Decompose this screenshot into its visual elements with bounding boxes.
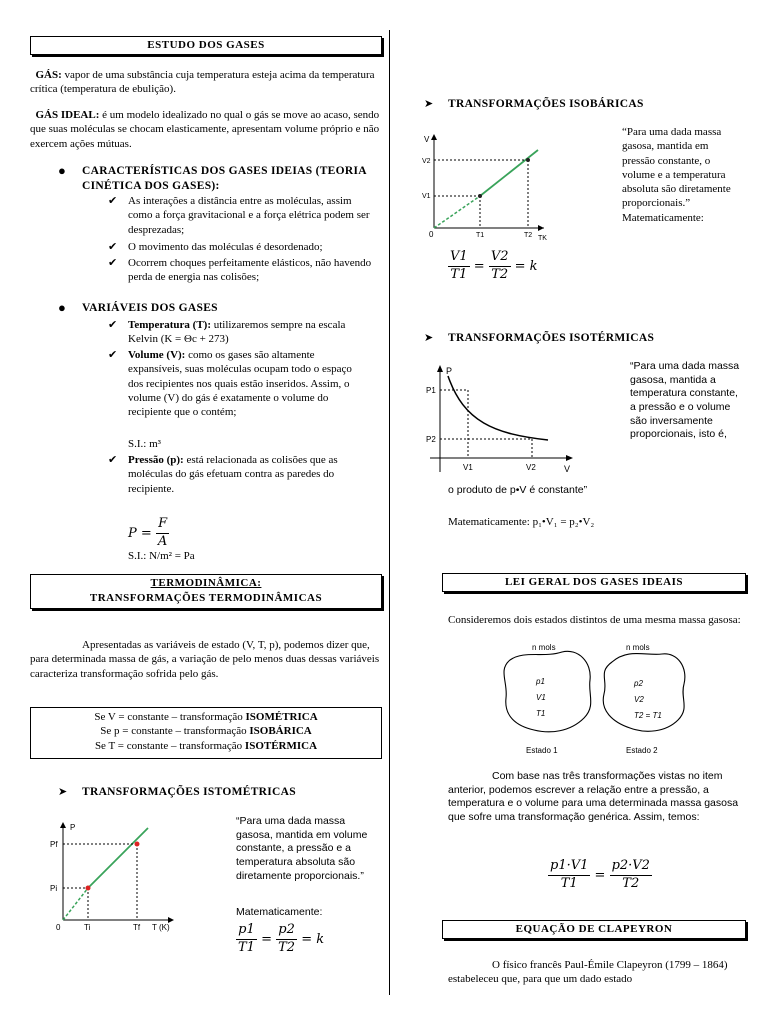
press-eq-lhs: P = <box>128 525 152 541</box>
thermo-text: Apresentadas as variáveis de estado (V, T, p), podemos dizer que, para determinada massa de gás, a variação de pelo menos duas dessas variáveis caracteriza transformação sofrida pelo gás. <box>30 639 380 680</box>
isoterm-graph-yaxis: P <box>446 366 453 376</box>
ideal-label: GÁS IDEAL: <box>35 109 100 121</box>
iso-graph-ti: Ti <box>84 923 91 932</box>
isoterm-title: TRANSFORMAÇÕES ISOTÉRMICAS <box>448 332 655 344</box>
lei-intro: Consideremos dois estados distintos de uma mesma massa gasosa: <box>448 614 741 626</box>
rule-isometrica: Se V = constante – transformação ISOMÉTRICA <box>94 711 318 723</box>
vol-label: Volume (V): <box>128 349 186 361</box>
isoterm-quote: “Para uma dada massa gasosa, mantida a temperatura constante, a pressão e o volume são inversamente proporcionais, isto é, <box>630 360 740 441</box>
caract-item-1: As interações a distância entre as moléculas, assim como a força gravitacional e a força elétrica podem ser desprezadas; <box>128 195 370 236</box>
lei-text: Com base nas três transformações vistas no item anterior, podemos escrever a relação entre a pressão, a temperatura e o volume para uma determinada massa gasosa que sofre uma transformação genérica. Assim, temos: <box>448 770 739 823</box>
isoterm-graph-p1: P1 <box>426 386 436 395</box>
iso-mat: Matematicamente: <box>236 906 323 918</box>
isobar-title: TRANSFORMAÇÕES ISOBÁRICAS <box>448 98 644 110</box>
title-clapeyron: EQUAÇÃO DE CLAPEYRON <box>442 920 746 939</box>
thermo-title-1: TERMODINÂMICA: <box>150 577 262 589</box>
gas-states-figure <box>496 638 692 760</box>
title-lei-geral: LEI GERAL DOS GASES IDEAIS <box>442 573 746 592</box>
title-termodinamica <box>30 574 382 609</box>
isoterm-graph-v1: V1 <box>463 463 473 472</box>
arrow-icon: ➤ <box>424 332 434 344</box>
isobar-equation: $\frac{V1}{T1}$ = $\frac{V2}{T2}$ = k <box>450 249 538 282</box>
caract-item-3: Ocorrem choques perfeitamente elásticos, não havendo perda de energia nas colisões; <box>128 257 372 284</box>
isobar-graph-t1: T1 <box>476 232 485 239</box>
iso-graph-pf: Pf <box>50 840 58 849</box>
state2-label: Estado 2 <box>626 746 658 755</box>
rules-box <box>30 707 382 759</box>
isobaric-graph <box>420 130 550 242</box>
isobar-graph-t2: T2 <box>524 232 533 239</box>
pressure-equation <box>128 516 169 551</box>
check-icon: ✔ <box>108 454 118 466</box>
press-item <box>128 453 368 496</box>
press-eq-num: F <box>156 516 169 534</box>
arrow-icon: ➤ <box>424 98 434 110</box>
ideal-gas-definition <box>30 108 380 151</box>
title-estudo-gases: ESTUDO DOS GASES <box>30 36 382 55</box>
iso-title: TRANSFORMAÇÕES ISTOMÉTRICAS <box>82 786 296 798</box>
press-label: Pressão (p): <box>128 454 184 466</box>
column-divider <box>389 30 390 995</box>
press-text: está relacionada as colisões que as moléculas do gás efetuam contra as paredes do recipiente. <box>128 454 338 495</box>
state2-top: n mols <box>626 643 650 652</box>
vol-si: S.I.: m³ <box>128 438 161 450</box>
state1-label: Estado 1 <box>526 746 558 755</box>
state1-p: p1 <box>536 677 545 686</box>
iso-quote: “Para uma dada massa gasosa, mantida em volume constante, a pressão e a temperatura absoluta são diretamente proporcionais.” <box>236 815 368 882</box>
check-icon: ✔ <box>108 257 118 269</box>
iso-graph-yaxis: P <box>70 823 76 832</box>
ideal-text: é um modelo idealizado no qual o gás se move ao acaso, sendo que suas moléculas se chocam elasticamente, apresentam volume próprio e não exercem ações mútuas. <box>30 109 380 150</box>
var-title: VARIÁVEIS DOS GASES <box>82 302 218 314</box>
rule-isobarica: Se p = constante – transformação ISOBÁRICA <box>100 725 312 738</box>
bullet-icon: ● <box>58 300 66 315</box>
isoterm-graph-v2: V2 <box>526 463 536 472</box>
state1-t: T1 <box>536 709 546 718</box>
isobar-graph-v1: V1 <box>422 193 431 200</box>
isoterm-quote-2: o produto de p•V é constante” <box>448 484 588 496</box>
iso-graph-origin: 0 <box>56 923 61 932</box>
arrow-icon: ➤ <box>58 786 68 798</box>
isobar-quote: “Para uma dada massa gasosa, mantida em pressão constante, o volume e a temperatura absoluta são diretamente proporcionais.” Matematicamente: <box>622 126 731 224</box>
isobar-graph-xaxis: TK <box>538 235 547 242</box>
rule-isotermica: Se T = constante – transformação ISOTÉRMICA <box>94 739 318 752</box>
bullet-icon: ● <box>58 163 66 178</box>
isobar-graph-yaxis: V <box>424 135 430 144</box>
temp-text: utilizaremos sempre na escala Kelvin (K = Θc + 273) <box>128 319 346 346</box>
thermo-title-2: TRANSFORMAÇÕES TERMODINÂMICAS <box>89 592 323 604</box>
clap-text: O físico francês Paul-Émile Clapeyron (1799 – 1864) estabeleceu que, para que um dado estado <box>448 959 728 986</box>
lei-equation: $\frac{p1\cdot V1}{T1}$ = $\frac{p2\cdot V2}{T2}$ <box>550 858 650 891</box>
vol-text: como os gases são altamente expansíveis, suas moléculas ocupam todo o espaço dos recipientes nos quais estão inseridos. Assim, o volume (V) do gás é exatamente o volume do recipiente que o contém; <box>128 349 352 419</box>
state1-top: n mols <box>532 643 556 652</box>
isothermal-graph <box>424 362 584 480</box>
caract-item-2: O movimento das moléculas é desordenado; <box>128 241 323 253</box>
check-icon: ✔ <box>108 319 118 331</box>
check-icon: ✔ <box>108 195 118 207</box>
state2-v: V2 <box>634 695 644 704</box>
caract-title: CARACTERÍSTICAS DOS GASES IDEIAS (TEORIA CINÉTICA DOS GASES): <box>82 165 367 192</box>
isoterm-mat: Matematicamente: p₁•V₁ = p₂•V₂ <box>448 516 595 528</box>
press-si: S.I.: N/m² = Pa <box>128 550 195 562</box>
isoterm-graph-p2: P2 <box>426 435 436 444</box>
iso-graph-tf: Tf <box>133 923 141 932</box>
isoterm-graph-xaxis: V <box>564 464 571 474</box>
press-eq-den: A <box>157 533 168 549</box>
temp-item <box>128 318 360 347</box>
gas-definition <box>30 68 380 97</box>
state1-v: V1 <box>536 693 546 702</box>
vol-item <box>128 348 368 419</box>
iso-graph-xaxis: T (K) <box>152 923 170 932</box>
iso-equation: $\frac{p1}{T1}$ = $\frac{p2}{T2}$ = k <box>238 922 325 955</box>
temp-label: Temperatura (T): <box>128 319 211 331</box>
gas-label: GÁS: <box>35 69 62 81</box>
state2-p: p2 <box>634 679 643 688</box>
state2-t: T2 = T1 <box>634 711 662 720</box>
gas-text: vapor de uma substância cuja temperatura esteja acima da temperatura crítica (temperatura de ebulição). <box>30 69 375 96</box>
check-icon: ✔ <box>108 349 118 361</box>
isobar-graph-origin: 0 <box>429 230 434 239</box>
isobar-graph-v2: V2 <box>422 158 431 165</box>
iso-graph-pi: Pi <box>50 884 58 893</box>
check-icon: ✔ <box>108 241 118 253</box>
isometric-graph <box>48 820 178 932</box>
